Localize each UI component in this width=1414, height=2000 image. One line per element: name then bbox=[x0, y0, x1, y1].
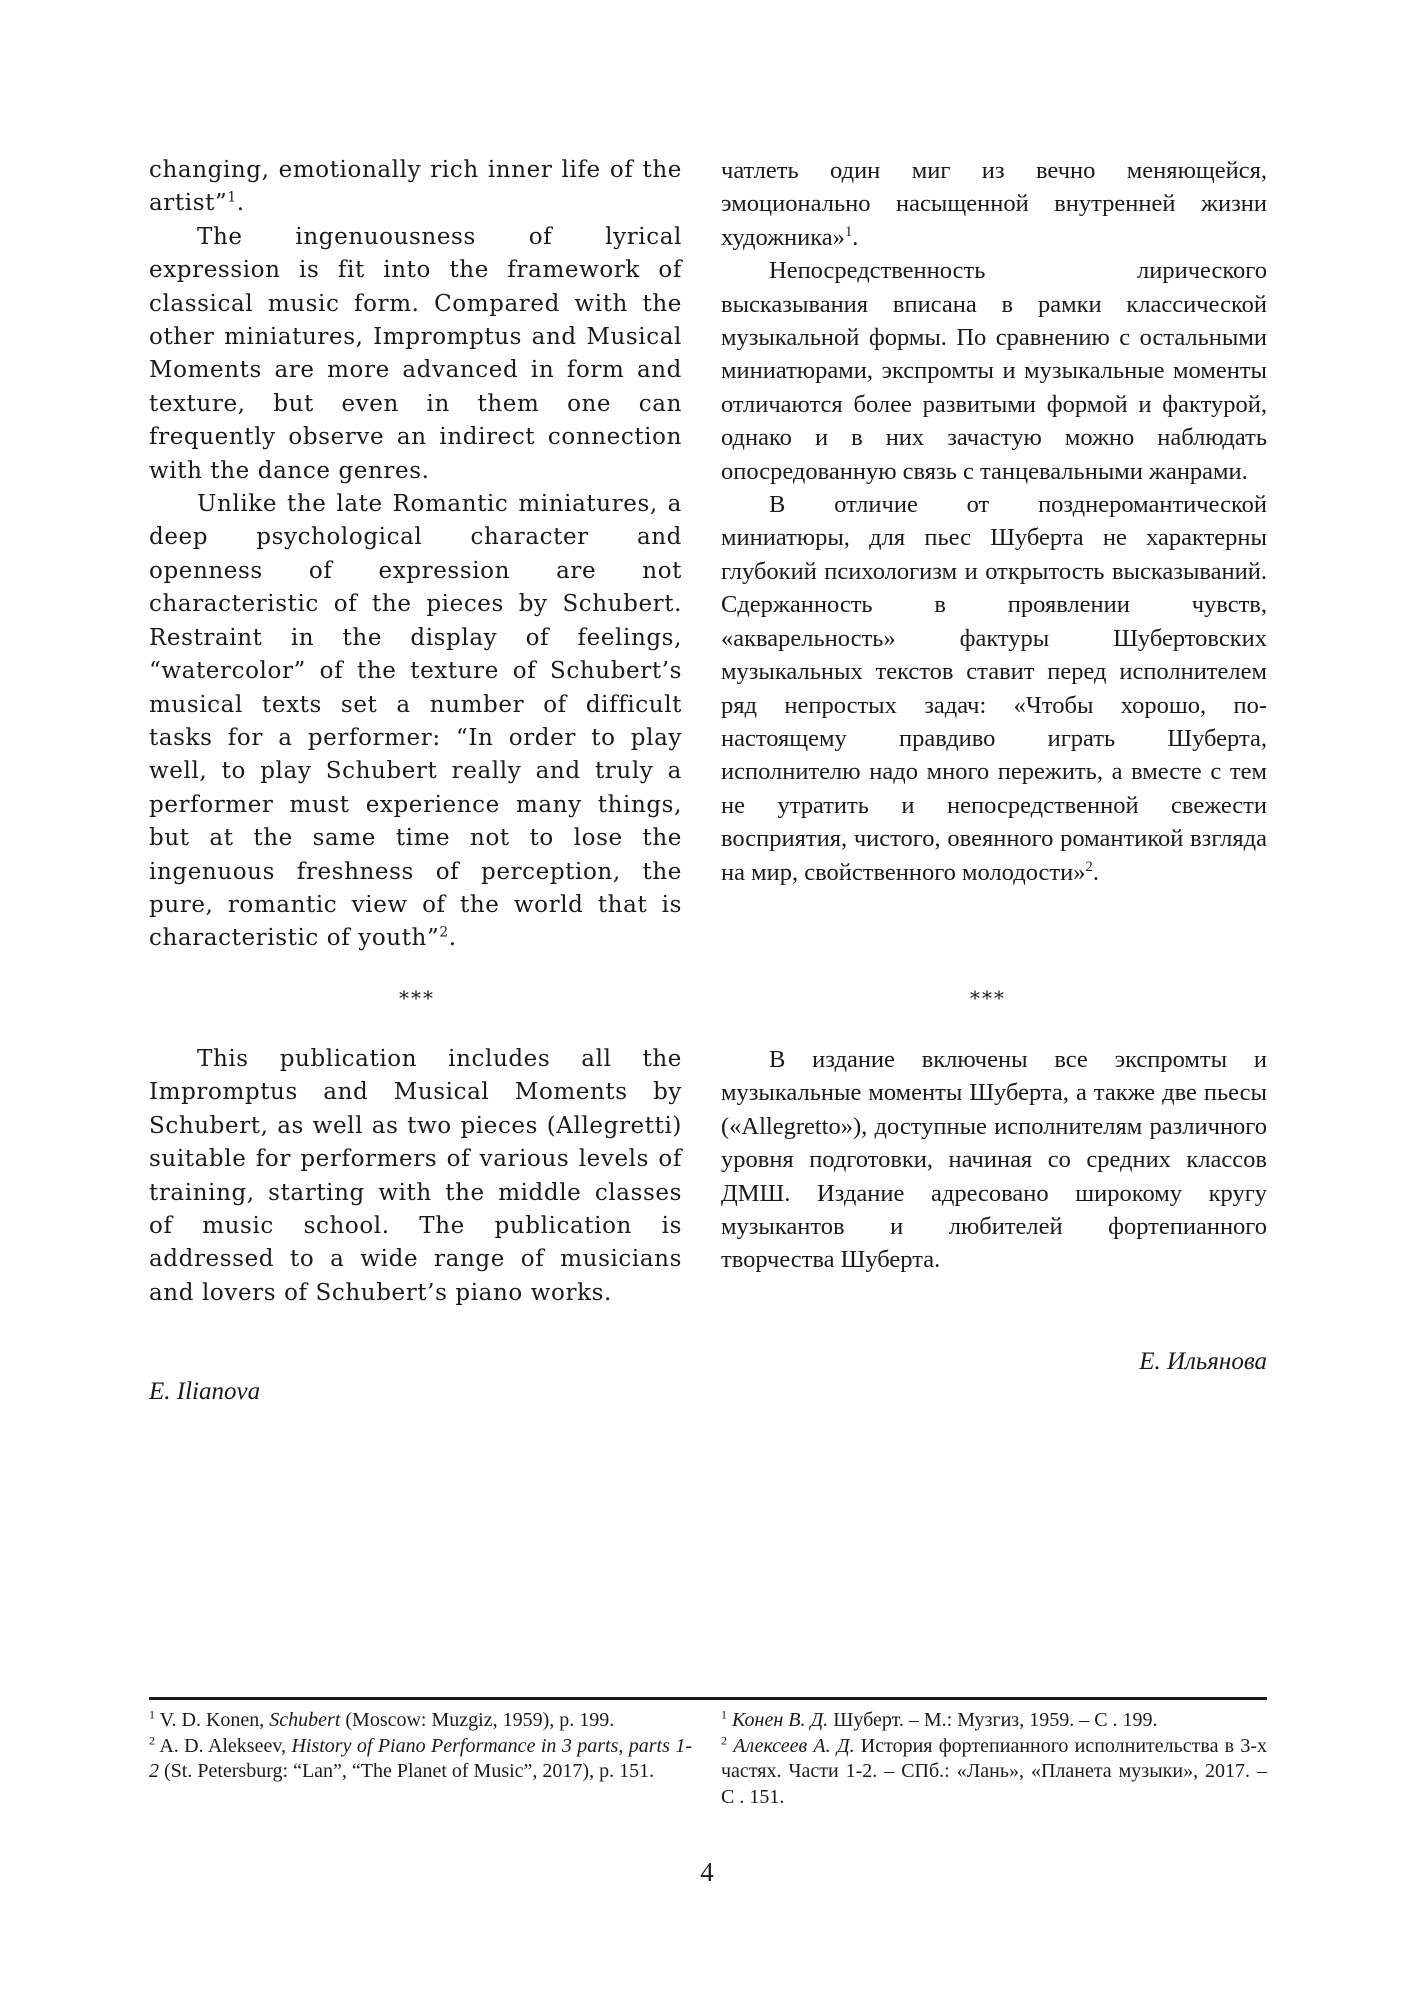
english-publication-note bbox=[149, 1043, 682, 1310]
page-number: 4 bbox=[700, 1857, 714, 1887]
english-paragraph-1-text: changing, emotionally rich inner life of the artist” bbox=[149, 157, 682, 217]
footnote-author: Алексеев А. Д. bbox=[733, 1734, 855, 1757]
russian-paragraph-3 bbox=[721, 488, 1267, 889]
footnote-text: A. D. Alekseev, bbox=[159, 1734, 292, 1757]
english-paragraph-3-end: . bbox=[448, 925, 457, 952]
footnote-number: 1 bbox=[149, 1707, 155, 1722]
russian-footnote-2 bbox=[721, 1734, 1267, 1811]
english-signature: E. Ilianova bbox=[149, 1378, 261, 1405]
footnote-ref-2: 2 bbox=[439, 924, 449, 941]
russian-publication-note bbox=[721, 1043, 1267, 1277]
footnote-ref-1: 1 bbox=[227, 189, 237, 206]
english-text-column bbox=[149, 154, 682, 956]
russian-paragraph-3-text: В отличие от позднеромантической миниатюры, для пьес Шуберта не характерны глубокий психологизм и открытость высказываний. Сдержанность в проявлении чувств, «акварельность» фактуры Шубертовских музыкальных текстов ставит перед исполнителем ряд непростых задач: «Чтобы хорошо, по-настоящему правдиво играть Шуберта, исполнителю надо много пережить, а вместе с тем не утратить и непосредственной свежести восприятия, чистого, овеянного романтикой взгляда на мир, свойственного молодости» bbox=[721, 491, 1267, 886]
english-paragraph-3 bbox=[149, 488, 682, 956]
footnote-text: Шуберт. – М.: Музгиз, 1959. – С . 199. bbox=[828, 1709, 1158, 1731]
footnote-text: (Moscow: Muzgiz, 1959), p. 199. bbox=[340, 1709, 615, 1731]
english-footnote-1 bbox=[149, 1708, 692, 1734]
russian-separator: *** bbox=[970, 986, 1006, 1010]
footnote-title: Schubert bbox=[269, 1709, 341, 1731]
russian-paragraph-1-text: чатлеть один миг из вечно меняющейся, эмоционально насыщенной внутренней жизни художника» bbox=[721, 157, 1267, 251]
footnote-number: 2 bbox=[721, 1732, 727, 1747]
english-paragraph-2: The ingenuousness of lyrical expression is fit into the framework of classical music form. Compared with the other miniatures, Impromptus and Musical Moments are more advanced in form and texture, but even in them one can frequently observe an indirect connection with the dance genres. bbox=[149, 223, 682, 484]
footnote-title: History of Piano Performance in 3 parts, parts 1-2 bbox=[149, 1734, 692, 1782]
footnote-ref-2-ru: 2 bbox=[1085, 858, 1093, 875]
footnote-text: История фортепианного исполнительства в 3-х частях. Части 1-2. – СПб.: «Лань», «Планета музыки», 2017. – С . 151. bbox=[721, 1734, 1267, 1808]
russian-footnotes bbox=[721, 1708, 1267, 1810]
english-paragraph-4: This publication includes all the Impromptus and Musical Moments by Schubert, as well as two pieces (Allegretti) suitable for performers of various levels of training, starting with the middle classes of music school. The publication is addressed to a wide range of musicians and lovers of Schubert’s piano works. bbox=[149, 1046, 682, 1306]
footnote-text: (St. Petersburg: “Lan”, “The Planet of Music”, 2017), p. 151. bbox=[159, 1760, 655, 1782]
footnote-divider bbox=[149, 1697, 1267, 1700]
russian-signature: Е. Ильянова bbox=[1139, 1348, 1267, 1375]
footnote-text: V. D. Konen, bbox=[159, 1709, 270, 1731]
russian-footnote-1 bbox=[721, 1708, 1267, 1734]
footnote-ref-1-ru: 1 bbox=[844, 223, 853, 240]
english-footnotes bbox=[149, 1708, 692, 1785]
footnote-number: 2 bbox=[149, 1732, 155, 1747]
english-paragraph-1 bbox=[149, 154, 682, 221]
russian-paragraph-4: В издание включены все экспромты и музыкальные моменты Шуберта, а также две пьесы («Allegretto»), доступные исполнителям различного уровня подготовки, начиная со средних классов ДМШ. Издание адресовано широкому кругу музыкантов и любителей фортепианного творчества Шуберта. bbox=[721, 1046, 1267, 1274]
russian-text-column bbox=[721, 154, 1267, 889]
russian-paragraph-2: Непосредственность лирического высказывания вписана в рамки классической музыкальной формы. По сравнению с остальными миниатюрами, экспромты и музыкальные моменты отличаются более развитыми формой и фактурой, однако и в них зачастую можно наблюдать опосредованную связь с танцевальными жанрами. bbox=[721, 257, 1267, 485]
english-footnote-2 bbox=[149, 1734, 692, 1785]
english-paragraph-3-text: Unlike the late Romantic miniatures, a deep psychological character and openness of expression are not characteristic of the pieces by Schubert. Restraint in the display of feelings, “watercolor” of the texture of Schubert’s musical texts set a number of difficult tasks for a performer: “In order to play well, to play Schubert really and truly a performer must experience many things, but at the same time not to lose the ingenuous freshness of perception, the pure, romantic view of the world that is characteristic of youth” bbox=[149, 491, 682, 952]
footnote-author: Конен В. Д. bbox=[732, 1709, 829, 1731]
english-paragraph-1-end: . bbox=[236, 190, 245, 217]
russian-paragraph-3-end: . bbox=[1092, 858, 1099, 886]
footnote-number: 1 bbox=[721, 1707, 727, 1722]
russian-paragraph-1 bbox=[721, 154, 1267, 254]
russian-paragraph-1-end: . bbox=[852, 223, 859, 251]
english-separator: *** bbox=[399, 986, 435, 1010]
